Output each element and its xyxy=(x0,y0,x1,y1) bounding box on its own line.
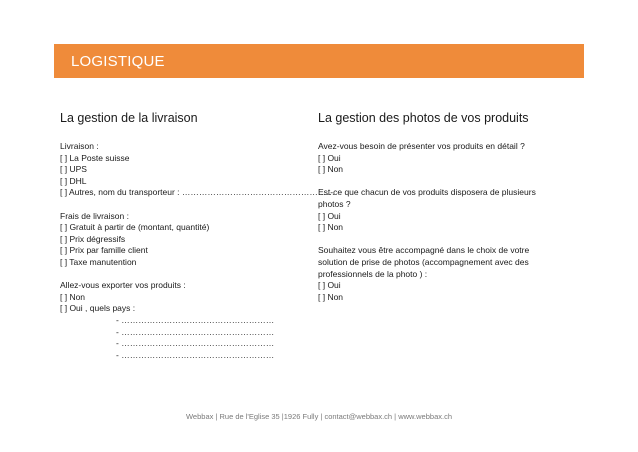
country-blank[interactable]: - ……………………………………………… xyxy=(116,326,275,337)
option-gratuit[interactable]: [ ] Gratuit à partir de (montant, quantité) xyxy=(60,222,210,233)
option-export-oui[interactable]: [ ] Oui , quels pays : xyxy=(60,303,136,314)
photos-column xyxy=(318,111,578,303)
option-photos-oui[interactable]: [ ] Oui xyxy=(318,210,341,221)
frais-label: Frais de livraison : xyxy=(60,210,129,221)
option-dhl[interactable]: [ ] DHL xyxy=(60,175,87,186)
option-export-non[interactable]: [ ] Non xyxy=(60,291,86,302)
option-detail-oui[interactable]: [ ] Oui xyxy=(318,152,341,163)
country-blank[interactable]: - ……………………………………………… xyxy=(116,338,275,349)
spacer xyxy=(60,269,310,281)
question-detail: Avez-vous besoin de présenter vos produits en détail ? xyxy=(318,141,525,151)
option-taxe-manutention[interactable]: [ ] Taxe manutention xyxy=(60,256,137,267)
banner-title: LOGISTIQUE xyxy=(71,53,165,70)
option-accompagnement-non[interactable]: [ ] Non xyxy=(318,291,344,302)
country-blank[interactable]: - ……………………………………………… xyxy=(116,314,275,325)
photos-section-title: La gestion des photos de vos produits xyxy=(318,111,529,125)
livraison-label: Livraison : xyxy=(60,141,99,151)
question-accompagnement: professionnels de la photo ) : xyxy=(318,268,428,279)
option-prix-degressifs[interactable]: [ ] Prix dégressifs xyxy=(60,233,126,244)
question-accompagnement: Souhaitez vous être accompagné dans le choix de votre xyxy=(318,245,530,256)
export-label: Allez-vous exporter vos produits : xyxy=(60,280,186,291)
question-plusieurs-photos: photos ? xyxy=(318,198,351,209)
option-prix-famille[interactable]: [ ] Prix par famille client xyxy=(60,245,148,256)
spacer xyxy=(318,234,578,246)
section-banner xyxy=(54,44,584,78)
option-ups[interactable]: [ ] UPS xyxy=(60,164,87,175)
option-photos-non[interactable]: [ ] Non xyxy=(318,222,344,233)
country-blank[interactable]: - ……………………………………………… xyxy=(116,349,275,360)
option-detail-non[interactable]: [ ] Non xyxy=(318,164,344,175)
option-accompagnement-oui[interactable]: [ ] Oui xyxy=(318,280,341,291)
question-plusieurs-photos: Est-ce que chacun de vos produits disposera de plusieurs xyxy=(318,187,536,198)
footer-contact: Webbax | Rue de l'Eglise 35 |1926 Fully | contact@webbax.ch | www.webbax.ch xyxy=(185,412,452,421)
spacer xyxy=(318,176,578,188)
question-accompagnement: solution de prise de photos (accompagnement avec des xyxy=(318,256,529,267)
option-autres-transporteur[interactable]: [ ] Autres, nom du transporteur : ……………………………………………… xyxy=(60,187,335,198)
spacer xyxy=(60,199,310,211)
delivery-section-title: La gestion de la livraison xyxy=(60,111,198,125)
option-la-poste[interactable]: [ ] La Poste suisse xyxy=(60,152,130,163)
